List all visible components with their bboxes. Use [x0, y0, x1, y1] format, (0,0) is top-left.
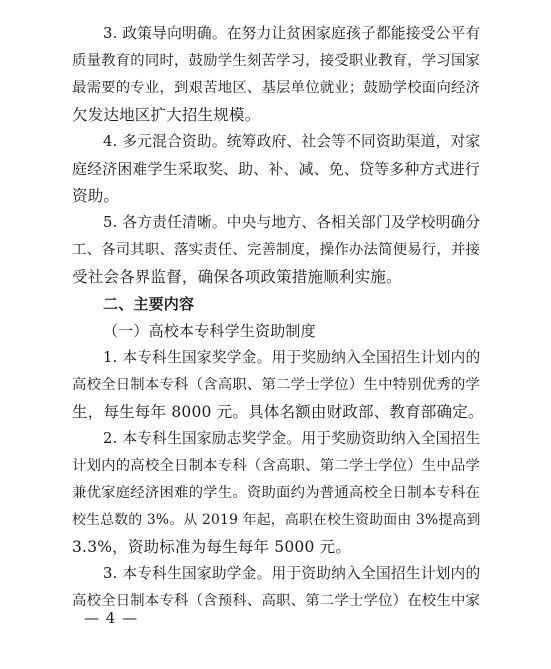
text-line: 生，每生每年 8000 元。具体名额由财政部、教育部确定。 [72, 403, 484, 421]
page-number: — 4 — [84, 609, 139, 627]
section-heading: 二、主要内容 [103, 295, 195, 313]
text-line: 4. 多元混合资助。统筹政府、社会等不同资助渠道，对家 [103, 133, 481, 150]
text-line: 5. 各方责任清晰。中央与地方、各相关部门及学校明确分 [103, 214, 481, 231]
text-line: 2. 本专科生国家励志奖学金。用于奖励资助纳入全国招生 [103, 430, 481, 447]
text-line: 资助。 [72, 187, 120, 205]
text-line: 计划内的高校全日制本专科（含高职、第二学士学位）生中品学 [72, 458, 481, 474]
text-line: 1. 本专科生国家奖学金。用于奖励纳入全国招生计划内的 [103, 349, 481, 366]
text-line: 高校全日制本专科（含预科、高职、第二学士学位）在校生中家 [72, 593, 481, 609]
text-line: 高校全日制本专科（含高职、第二学士学位）生中特别优秀的学 [72, 377, 481, 393]
text-line: 兼优家庭经济困难的学生。资助面约为普通高校全日制本专科在 [72, 485, 481, 501]
text-line: 3. 政策导向明确。在努力让贫困家庭孩子都能接受公平有 [103, 25, 481, 42]
text-line: 3. 本专科生国家助学金。用于资助纳入全国招生计划内的 [103, 565, 481, 582]
subsection-heading: （一）高校本专科学生资助制度 [103, 322, 316, 340]
text-line: 质量教育的同时，鼓励学生刻苦学习，接受职业教育，学习国家 [72, 53, 481, 69]
text-line: 最需要的专业，到艰苦地区、基层单位就业；鼓励学校面向经济 [72, 80, 481, 96]
text-line: 受社会各界监督，确保各项政策措施顺利实施。 [72, 268, 402, 286]
text-line: 工、各司其职、落实责任、完善制度，操作办法简便易行，并接 [72, 242, 481, 258]
text-line: 3.3%，资助标准为每生每年 5000 元。 [72, 538, 352, 556]
text-line: 校生总数的 3%。从 2019 年起，高职在校生资助面由 3%提高到 [72, 512, 481, 528]
text-line: 欠发达地区扩大招生规模。 [72, 106, 261, 124]
text-line: 庭经济困难学生采取奖、助、补、减、免、贷等多种方式进行 [72, 160, 480, 178]
